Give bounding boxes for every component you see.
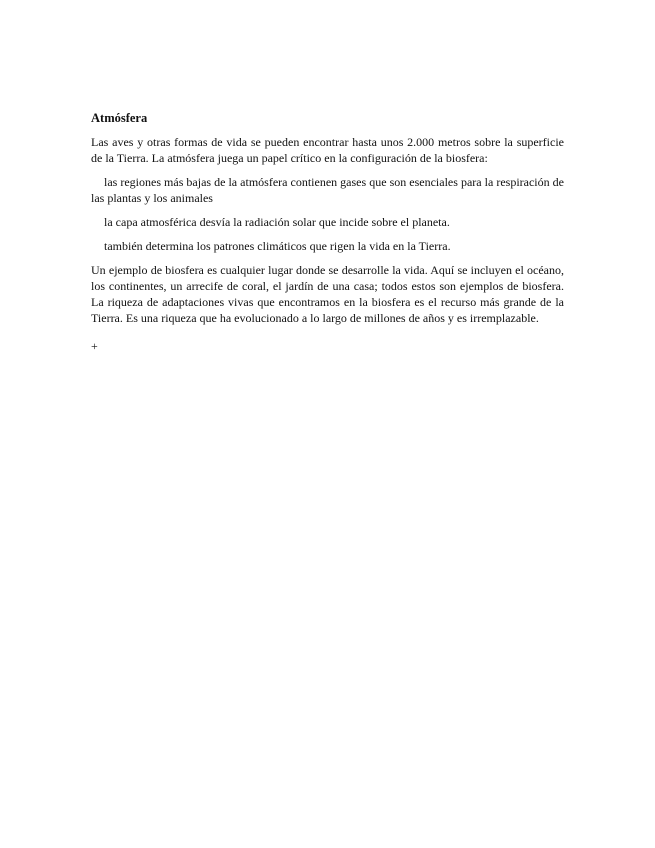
list-item: también determina los patrones climáticos que rigen la vida en la Tierra. xyxy=(104,239,451,253)
body-paragraph: Un ejemplo de biosfera es cualquier lugar donde se desarrolle la vida. Aquí se incluyen el océano, los continentes, un arrecife de coral, el jardín de una casa; todos estos son ejemplos de biosfera. La riqueza de adaptaciones vivas que encontramos en la biosfera es el recurso más grande de la Tierra. Es una riqueza que ha evolucionado a lo largo de millones de años y es irremplazable. xyxy=(91,263,564,325)
trailing-symbol: + xyxy=(91,339,98,353)
list-item: la capa atmosférica desvía la radiación solar que incide sobre el planeta. xyxy=(104,215,450,229)
list-item: las regiones más bajas de la atmósfera contienen gases que son esenciales para la respiración de las plantas y los animales xyxy=(91,175,564,205)
document-content xyxy=(91,110,564,354)
section-heading: Atmósfera xyxy=(91,111,148,125)
intro-paragraph: Las aves y otras formas de vida se pueden encontrar hasta unos 2.000 metros sobre la superficie de la Tierra. La atmósfera juega un papel crítico en la configuración de la biosfera: xyxy=(91,135,564,165)
